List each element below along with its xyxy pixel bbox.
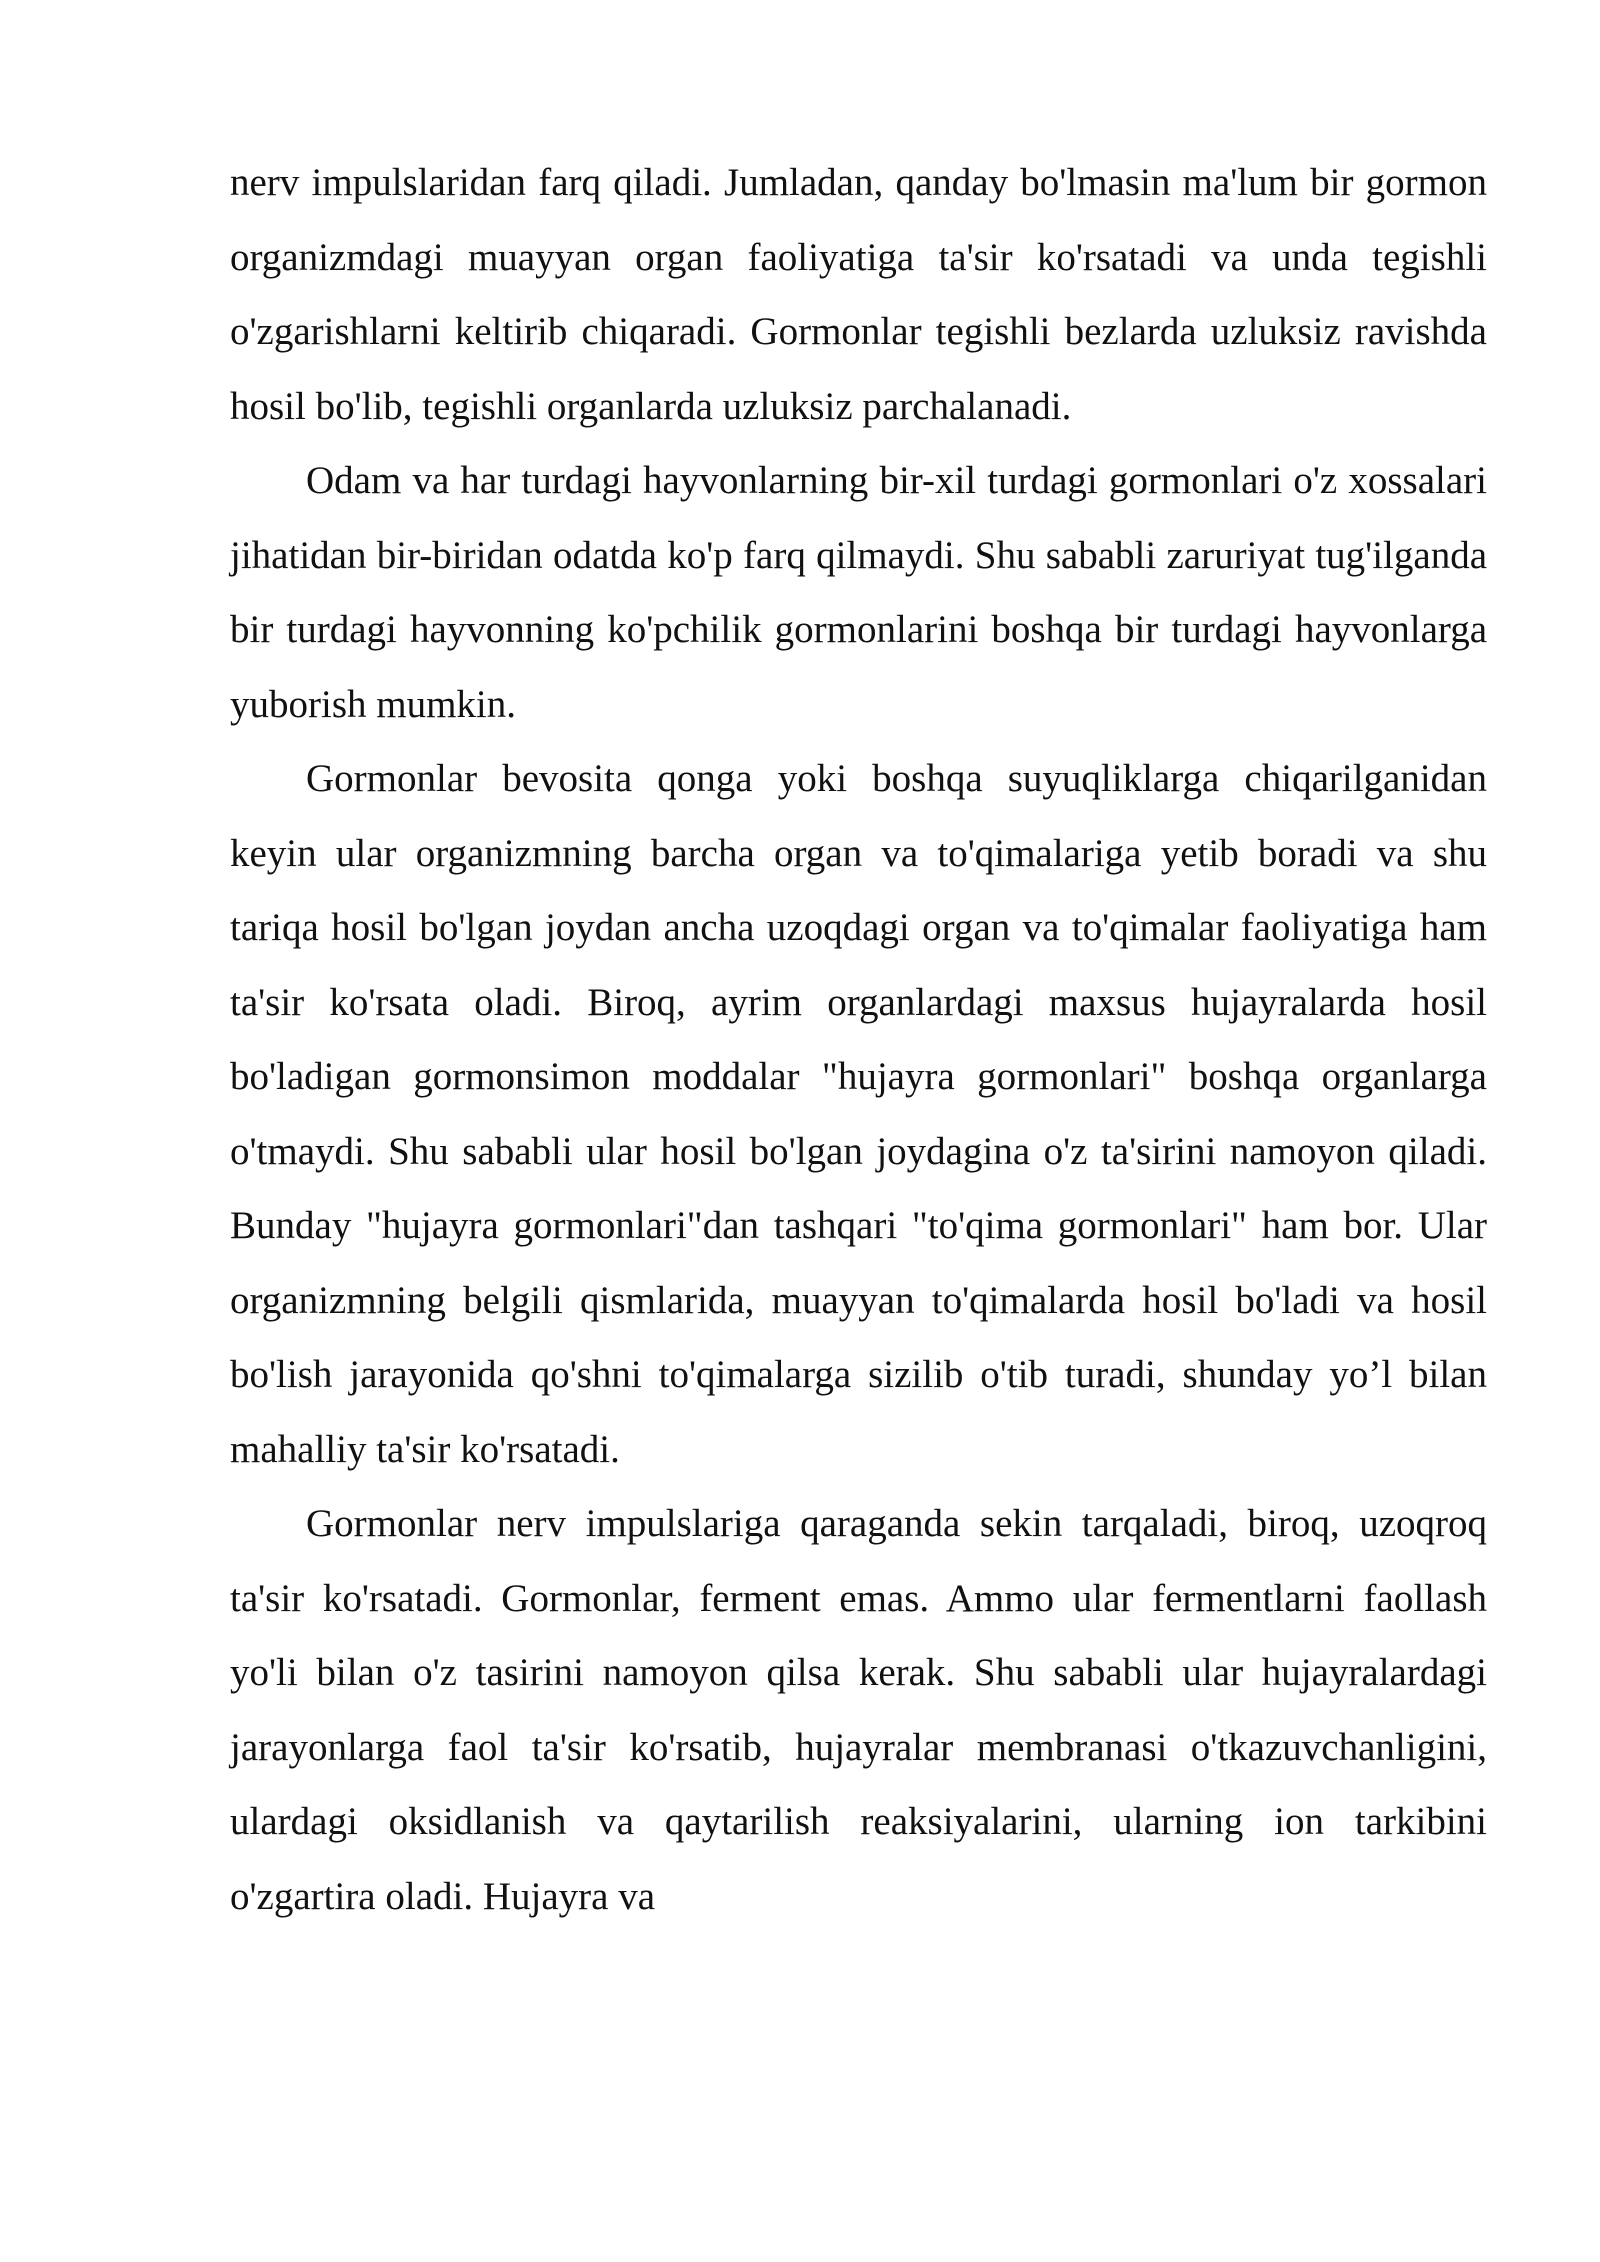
paragraph-3: Gormonlar bevosita qonga yoki boshqa suyuqliklarga chiqarilganidan keyin ular organizmning barcha organ va to'qimalariga yetib boradi va shu tariqa hosil bo'lgan joydan ancha uzoqdagi organ va to'qimalar faoliyatiga ham ta'sir ko'rsata oladi. Biroq, ayrim organlardagi maxsus hujayralarda hosil bo'ladigan gormonsimon moddalar "hujayra gormonlari" boshqa organlarga o'tmaydi. Shu sababli ular hosil bo'lgan joydagina o'z ta'sirini namoyon qiladi. Bunday "hujayra gormonlari"dan tashqari "to'qima gormonlari" ham bor. Ular organizmning belgili qismlarida, muayyan to'qimalarda hosil bo'ladi va hosil bo'lish jarayonida qo'shni to'qimalarga sizilib o'tib turadi, shunday yo’l bilan mahalliy ta'sir ko'rsatadi. — [230, 757, 1487, 1471]
paragraph-2: Odam va har turdagi hayvonlarning bir-xil turdagi gormonlari o'z xossalari jihatidan bir-biridan odatda ko'p farq qilmaydi. Shu sababli zaruriyat tug'ilganda bir turdagi hayvonning ko'pchilik gormonlarini boshqa bir turdagi hayvonlarga yuborish mumkin. — [230, 459, 1487, 726]
document-page — [230, 146, 1487, 1934]
paragraph-4: Gormonlar nerv impulslariga qaraganda sekin tarqaladi, biroq, uzoqroq ta'sir ko'rsatadi. Gormonlar, ferment emas. Ammo ular fermentlarni faollash yo'li bilan o'z tasirini namoyon qilsa kerak. Shu sababli ular hujayralardagi jarayonlarga faol ta'sir ko'rsatib, hujayralar membranasi o'tkazuvchanligini, ulardagi oksidlanish va qaytarilish reaksiyalarini, ularning ion tarkibini o'zgartira oladi. Hujayra va — [230, 1502, 1487, 1918]
paragraph-1: nerv impulslaridan farq qiladi. Jumladan, qanday bo'lmasin ma'lum bir gormon organizmdagi muayyan organ faoliyatiga ta'sir ko'rsatadi va unda tegishli o'zgarishlarni keltirib chiqaradi. Gormonlar tegishli bezlarda uzluksiz ravishda hosil bo'lib, tegishli organlarda uzluksiz parchalanadi. — [230, 161, 1487, 428]
